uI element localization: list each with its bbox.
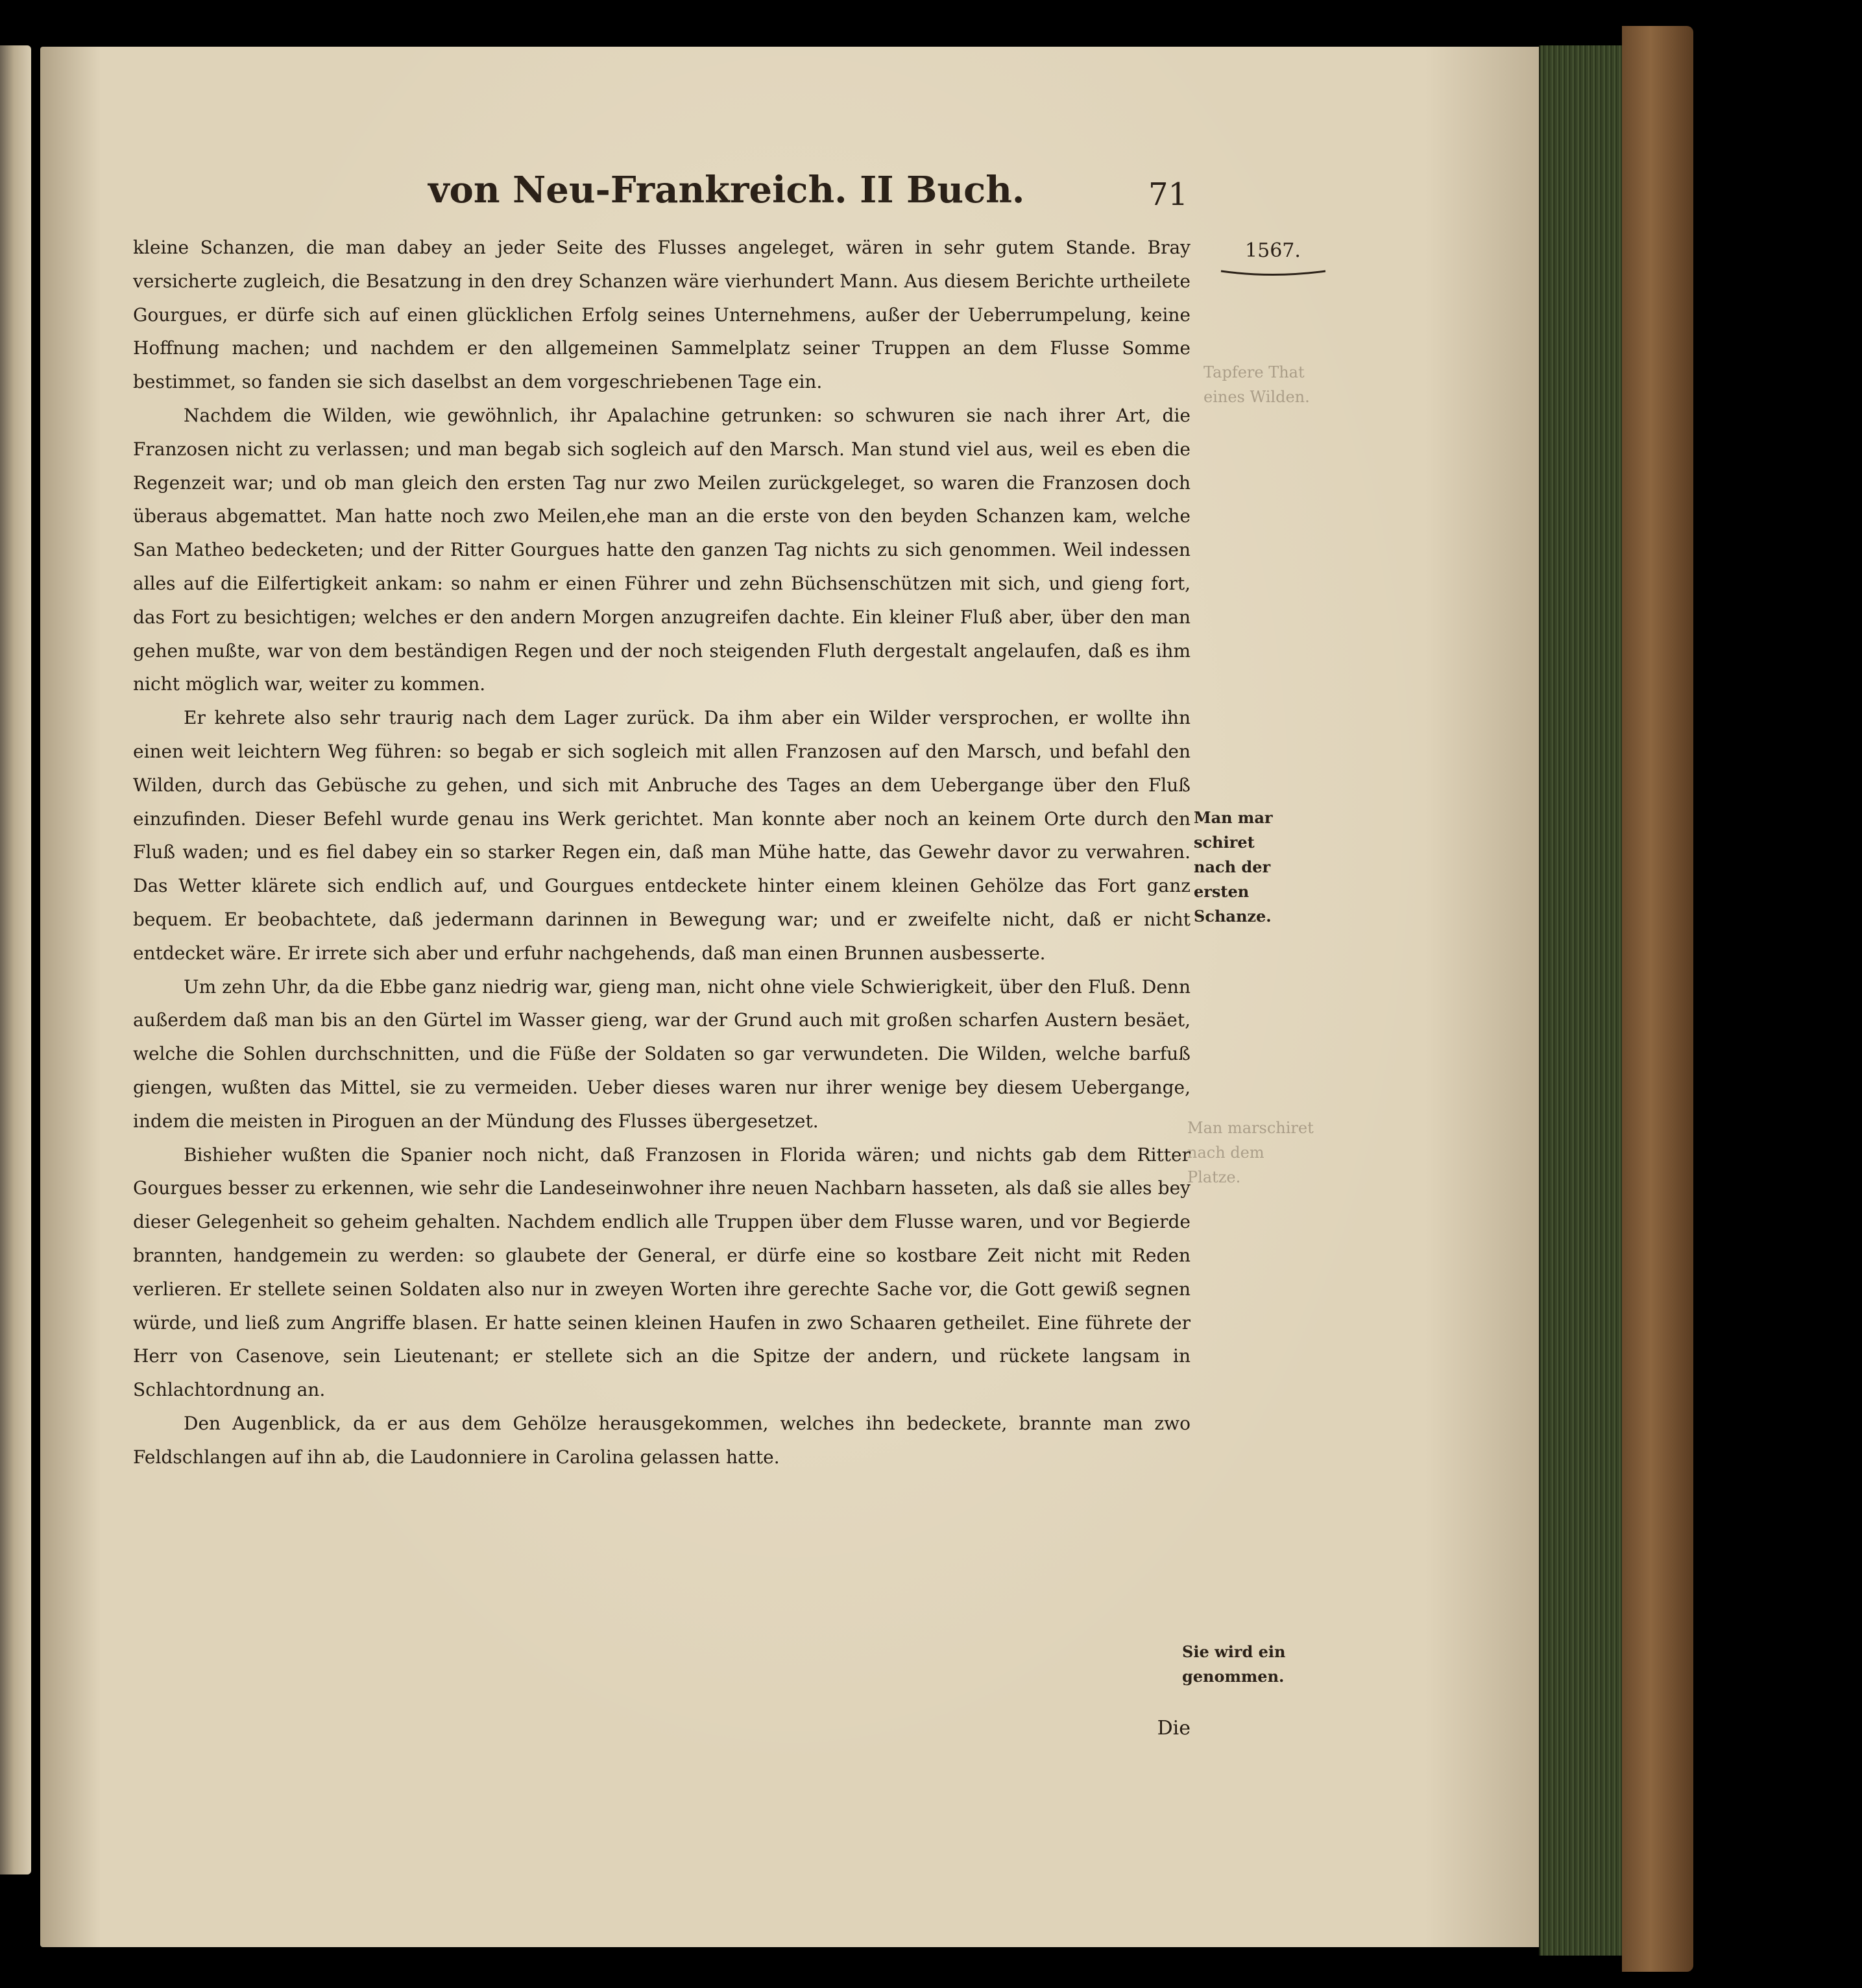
paragraph: kleine Schanzen, die man dabey an jeder Seite des Flusses angeleget, wären in sehr gutem Stande. Bray versicherte zugleich, die Besatzung in den drey Schanzen wäre vierhundert Mann. Aus diesem Berichte urtheilete Gourgues, er dürfe sich auf einen glücklichen Erfolg seines Unternehmens, außer der Ueberrumpelung, keine Hoffnung machen; und nachdem er den allgemeinen Sammelplatz seiner Truppen an dem Flusse Somme bestimmet, so fanden sie sich daselbst an dem vorgeschriebenen Tage ein. [133,237,1191,393]
running-head: von Neu-Frankreich. II Buch. [428,169,1025,211]
show-through-note: Tapfere That eines Wilden. [1203,363,1310,406]
paragraph: Um zehn Uhr, da die Ebbe ganz niedrig war, gieng man, nicht ohne viele Schwierigkeit, über den Fluß. Denn außerdem daß man bis an den Gürtel im Wasser gieng, war der Grund auch mit großen scharfen Austern besäet, welche die Sohlen durchschnitten, und die Füße der Soldaten so gar verwundeten. Die Wilden, welche barfuß giengen, wußten das Mittel, sie zu vermeiden. Ueber dieses waren nur ihrer wenige bey diesem Uebergange, indem die meisten in Piroguen an der Mündung des Flusses übergesetzet. [133,976,1191,1132]
page-number: 71 [1148,176,1189,213]
paragraph: Er kehrete also sehr traurig nach dem Lager zurück. Da ihm aber ein Wilder versprochen, er wollte ihn einen weit leichtern Weg führen: so begab er sich sogleich mit allen Franzosen auf den Marsch, und befahl den Wilden, durch das Gebüsche zu gehen, und sich mit Anbruche des Tages an dem Uebergange über den Fluß einzufinden. Dieser Befehl wurde genau ins Werk gerichtet. Man konnte aber noch an keinem Orte durch den Fluß waden; und es fiel dabey ein so starker Regen ein, daß man Mühe hatte, das Gewehr davor zu verwahren. Das Wetter klärete sich endlich auf, und Gourgues entdeckete hinter einem kleinen Gehölze das Fort ganz bequem. Er beobachtete, daß jedermann darinnen in Bewegung war; und er zweifelte nicht, daß er nicht entdecket wäre. Er irrete sich aber und erfuhr nachgehends, daß man einen Brunnen ausbesserte. [133,707,1191,964]
marginal-note: Man mar schiret nach der ersten Schanze. [1194,808,1273,926]
page-block-edge [1539,45,1625,1956]
leather-cover [1622,26,1693,1972]
left-page-edge [0,45,31,1874]
marginal-note: Sie wird ein genommen. [1182,1642,1286,1686]
show-through-note: Man marschiret nach dem Platze. [1187,1119,1314,1186]
margin-year: 1567. [1245,239,1301,262]
year-rule [1220,269,1327,280]
paragraph: Bishieher wußten die Spanier noch nicht, daß Franzosen in Florida wären; und nichts gab dem Ritter Gourgues besser zu erkennen, wie sehr die Landeseinwohner ihre neuen Nachbarn hasseten, als daß sie alles bey dieser Gelegenheit so geheim gehalten. Nachdem endlich alle Truppen über dem Flusse waren, und vor Begierde brannten, handgemein zu werden: so glaubete der General, er dürfe eine so kostbare Zeit nicht mit Reden verlieren. Er stellete seinen Soldaten also nur in zweyen Worten ihre gerechte Sache vor, die Gott gewiß segnen würde, und ließ zum Angriffe blasen. Er hatte seinen kleinen Haufen in zwo Schaaren getheilet. Eine führete der Herr von Casenove, sein Lieutenant; er stellete sich an die Spitze der andern, und rückete langsam in Schlachtordnung an. [133,1144,1191,1401]
paragraph: Den Augenblick, da er aus dem Gehölze herausgekommen, welches ihn bedeckete, brannte man zwo Feldschlangen auf ihn ab, die Laudonniere in Carolina gelassen hatte. [133,1412,1191,1468]
body-text [133,231,1191,1742]
paragraph: Nachdem die Wilden, wie gewöhnlich, ihr Apalachine getrunken: so schwuren sie nach ihrer Art, die Franzosen nicht zu verlassen; und man begab sich sogleich auf den Marsch. Man stund viel aus, weil es eben die Regenzeit war; und ob man gleich den ersten Tag nur zwo Meilen zurückgeleget, so waren die Franzosen doch überaus abgemattet. Man hatte noch zwo Meilen,ehe man an die erste von den beyden Schanzen kam, welche San Matheo bedecketen; und der Ritter Gourgues hatte den ganzen Tag nichts zu sich genommen. Weil indessen alles auf die Eilfertigkeit ankam: so nahm er einen Führer und zehn Büchsenschützen mit sich, und gieng fort, das Fort zu besichtigen; welches er den andern Morgen anzugreifen dachte. Ein kleiner Fluß aber, über den man gehen mußte, war von dem beständigen Regen und der noch steigenden Fluth dergestalt angelaufen, daß es ihm nicht möglich war, weiter zu kommen. [133,404,1191,695]
catchword: Die [1157,1717,1191,1740]
